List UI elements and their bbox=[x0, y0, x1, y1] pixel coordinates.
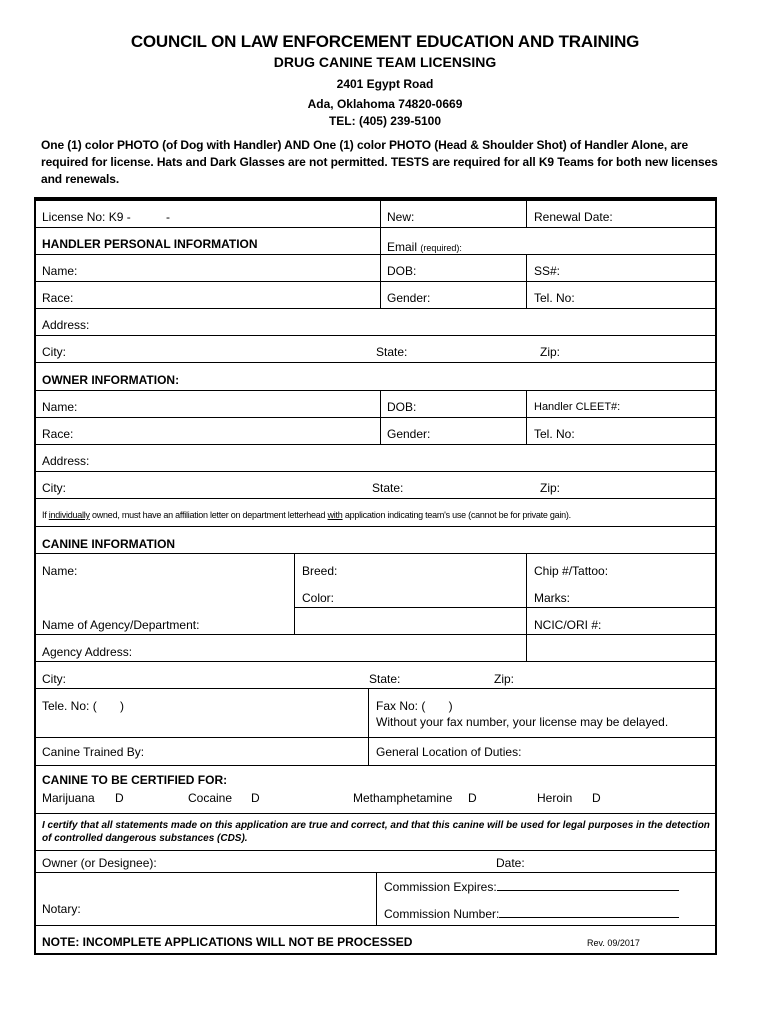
phone-number: TEL: (405) 239-5100 bbox=[328, 114, 442, 128]
license-dash: - bbox=[166, 210, 170, 224]
owner-zip-field[interactable]: Zip: bbox=[540, 481, 561, 495]
ncic-ori-field[interactable]: NCIC/ORI #: bbox=[534, 618, 602, 632]
agency-tele-field[interactable]: Tele. No: ( ) bbox=[42, 699, 125, 713]
handler-tel-field[interactable]: Tel. No: bbox=[534, 291, 575, 305]
row-divider bbox=[36, 471, 715, 472]
agency-address-field[interactable]: Agency Address: bbox=[42, 645, 133, 659]
col-divider bbox=[526, 254, 527, 308]
owner-section-heading: OWNER INFORMATION: bbox=[42, 373, 180, 387]
row-divider bbox=[36, 308, 715, 309]
commission-expires-field[interactable]: Commission Expires: bbox=[384, 880, 679, 894]
col-divider bbox=[526, 390, 527, 444]
owner-state-field[interactable]: State: bbox=[372, 481, 404, 495]
handler-gender-field[interactable]: Gender: bbox=[387, 291, 431, 305]
trained-by-field[interactable]: Canine Trained By: bbox=[42, 745, 145, 759]
ownership-note: If individually owned, must have an affiliation letter on department letterhead with application indicating team's use (cannot be for private gain). bbox=[42, 510, 571, 520]
row-divider bbox=[36, 498, 715, 499]
owner-gender-field[interactable]: Gender: bbox=[387, 427, 431, 441]
incomplete-note: NOTE: INCOMPLETE APPLICATIONS WILL NOT BE PROCESSED bbox=[42, 935, 413, 949]
row-divider bbox=[36, 227, 715, 228]
row-divider bbox=[36, 254, 715, 255]
marijuana-checkbox[interactable]: D bbox=[115, 791, 124, 805]
handler-name-field[interactable]: Name: bbox=[42, 264, 78, 278]
agency-city-field[interactable]: City: bbox=[42, 672, 66, 686]
renewal-date-field[interactable]: Renewal Date: bbox=[534, 210, 613, 224]
drug-marijuana: Marijuana bbox=[42, 791, 95, 805]
agency-state-field[interactable]: State: bbox=[369, 672, 401, 686]
canine-breed-field[interactable]: Breed: bbox=[302, 564, 338, 578]
license-no-field[interactable]: License No: K9 - bbox=[42, 210, 131, 224]
col-divider bbox=[376, 872, 377, 925]
agency-name-field[interactable]: Name of Agency/Department: bbox=[42, 618, 200, 632]
handler-cleet-field[interactable]: Handler CLEET#: bbox=[534, 401, 621, 413]
row-divider bbox=[36, 335, 715, 336]
handler-email-field[interactable] bbox=[387, 240, 462, 254]
revision-label: Rev. 09/2017 bbox=[587, 938, 640, 948]
handler-city-field[interactable]: City: bbox=[42, 345, 66, 359]
col-divider bbox=[526, 201, 527, 227]
owner-signature-field[interactable]: Owner (or Designee): bbox=[42, 856, 157, 870]
col-divider bbox=[294, 553, 295, 634]
owner-address-field[interactable]: Address: bbox=[42, 454, 90, 468]
fax-note: Without your fax number, your license may be delayed. bbox=[376, 715, 669, 729]
owner-city-field[interactable]: City: bbox=[42, 481, 66, 495]
form-title: DRUG CANINE TEAM LICENSING bbox=[273, 54, 497, 70]
photo-requirements: One (1) color PHOTO (of Dog with Handler) AND One (1) color PHOTO (Head & Shoulder Shot) of Handler Alone, are required for license. Hats and Dark Glasses are not permitted. TESTS are required for all K9 Teams for both new licenses and renewals. bbox=[41, 138, 718, 186]
application-form bbox=[34, 197, 717, 955]
drug-methamphetamine: Methamphetamine bbox=[353, 791, 453, 805]
row-divider bbox=[36, 390, 715, 391]
row-divider bbox=[36, 925, 715, 926]
notary-field[interactable]: Notary: bbox=[42, 902, 81, 916]
canine-marks-field[interactable]: Marks: bbox=[534, 591, 570, 605]
row-divider bbox=[36, 688, 715, 689]
signature-date-field[interactable]: Date: bbox=[496, 856, 525, 870]
drug-heroin: Heroin bbox=[537, 791, 573, 805]
certify-section-heading: CANINE TO BE CERTIFIED FOR: bbox=[42, 773, 228, 787]
owner-dob-field[interactable]: DOB: bbox=[387, 400, 417, 414]
col-divider bbox=[526, 553, 527, 661]
canine-name-field[interactable]: Name: bbox=[42, 564, 78, 578]
handler-address-field[interactable]: Address: bbox=[42, 318, 90, 332]
row-divider bbox=[36, 526, 715, 527]
canine-section-heading: CANINE INFORMATION bbox=[42, 537, 176, 551]
agency-fax-field[interactable]: Fax No: ( ) bbox=[376, 699, 453, 713]
row-divider bbox=[36, 765, 715, 766]
email-label: Email bbox=[387, 240, 418, 254]
handler-section-heading: HANDLER PERSONAL INFORMATION bbox=[42, 237, 258, 251]
row-divider bbox=[36, 281, 715, 282]
handler-state-field[interactable]: State: bbox=[376, 345, 408, 359]
row-divider bbox=[36, 634, 715, 635]
canine-chip-field[interactable]: Chip #/Tattoo: bbox=[534, 564, 609, 578]
col-divider bbox=[380, 201, 381, 308]
certification-statement: I certify that all statements made on this application are true and correct, and that this canine will be used for legal purposes in the detection of controlled dangerous substances (CDS). bbox=[42, 820, 710, 844]
row-divider bbox=[294, 607, 715, 608]
duties-location-field[interactable]: General Location of Duties: bbox=[376, 745, 522, 759]
cocaine-checkbox[interactable]: D bbox=[251, 791, 260, 805]
canine-color-field[interactable]: Color: bbox=[302, 591, 335, 605]
row-divider bbox=[36, 417, 715, 418]
agency-zip-field[interactable]: Zip: bbox=[494, 672, 515, 686]
new-field[interactable]: New: bbox=[387, 210, 415, 224]
owner-tel-field[interactable]: Tel. No: bbox=[534, 427, 575, 441]
address-street: 2401 Egypt Road bbox=[336, 77, 434, 91]
heroin-checkbox[interactable]: D bbox=[592, 791, 601, 805]
owner-name-field[interactable]: Name: bbox=[42, 400, 78, 414]
handler-zip-field[interactable]: Zip: bbox=[540, 345, 561, 359]
col-divider bbox=[380, 390, 381, 444]
row-divider bbox=[36, 444, 715, 445]
row-divider bbox=[36, 553, 715, 554]
commission-number-field[interactable]: Commission Number: bbox=[384, 907, 679, 921]
row-divider bbox=[36, 813, 715, 814]
email-required-note: (required): bbox=[420, 243, 462, 253]
row-divider bbox=[36, 661, 715, 662]
col-divider bbox=[368, 688, 369, 765]
org-title: COUNCIL ON LAW ENFORCEMENT EDUCATION AND TRAINING bbox=[130, 32, 640, 51]
row-divider bbox=[36, 850, 715, 851]
handler-race-field[interactable]: Race: bbox=[42, 291, 74, 305]
row-divider bbox=[36, 737, 715, 738]
row-divider bbox=[36, 362, 715, 363]
handler-dob-field[interactable]: DOB: bbox=[387, 264, 417, 278]
drug-cocaine: Cocaine bbox=[188, 791, 233, 805]
address-city: Ada, Oklahoma 74820-0669 bbox=[307, 97, 463, 111]
handler-ssn-field[interactable]: SS#: bbox=[534, 264, 561, 278]
owner-race-field[interactable]: Race: bbox=[42, 427, 74, 441]
methamphetamine-checkbox[interactable]: D bbox=[468, 791, 477, 805]
